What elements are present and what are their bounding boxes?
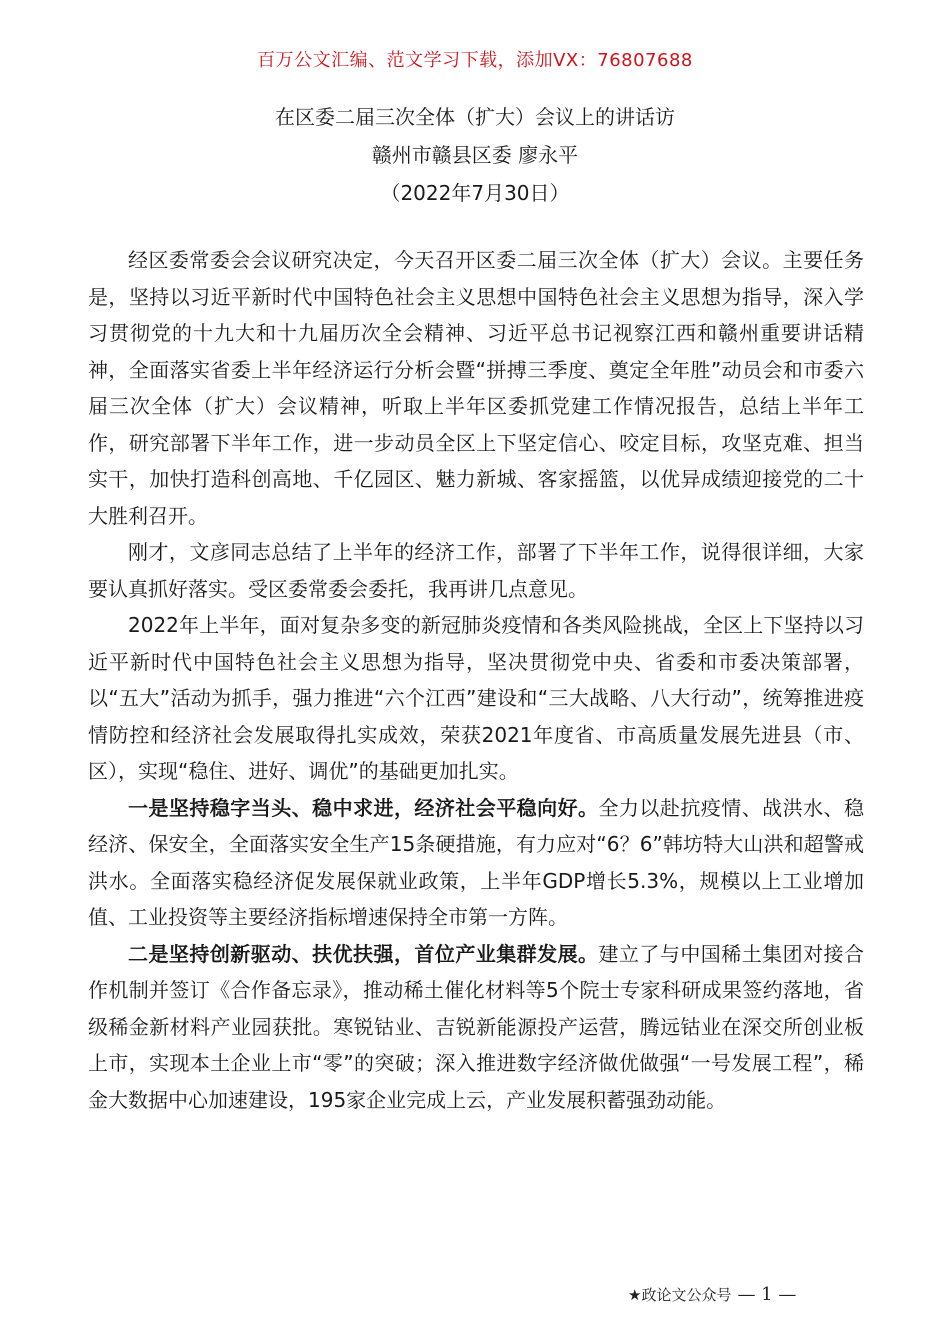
speech-date: （2022年7月30日） (380, 181, 570, 205)
paragraph-intro: 经区委常委会会议研究决定，今天召开区委二届三次全体（扩大）会议。主要任务是，坚持以习近平新时代中国特色社会主义思想中国特色社会主义思想为指导，深入学习贯彻党的十九大和十九届历次全会精神、习近平总书记视察江西和赣州重要讲话精神，全面落实省委上半年经济运行分析会暨“拼搏三季度、奠定全年胜”动员会和市委六届三次全体（扩大）会议精神，听取上半年区委抓党建工作情况报告，总结上半年工作，研究部署下半年工作，进一步动员全区上下坚定信心、咬定目标，攻坚克难、担当实干，加快打造科创高地、千亿园区、魅力新城、客家摇篮，以优异成绩迎接党的二十大胜利召开。 (88, 248, 864, 528)
paragraph-point-one (88, 790, 864, 936)
footer-source: ★政论文公众号 (628, 1286, 732, 1304)
page-footer (628, 1284, 796, 1305)
paragraph-remarks: 刚才，文彦同志总结了上半年的经济工作，部署了下半年工作，说得很详细，大家要认真抓好落实。受区委常委会委托，我再讲几点意见。 (88, 540, 864, 601)
page-number: — 1 — (737, 1284, 797, 1305)
point-two-text: 建立了与中国稀土集团对接合作机制并签订《合作备忘录》，推动稀土催化材料等5个院士专家科研成果签约落地，省级稀金新材料产业园获批。寒锐钴业、吉锐新能源投产运营，腾远钴业在深交所创业板上市，实现本土企业上市“零”的突破；深入推进数字经济做优做强“一号发展工程”，稀金大数据中心加速建设，195家企业完成上云，产业发展积蓄强劲动能。 (88, 941, 865, 1112)
paragraph-review: 2022年上半年，面对复杂多变的新冠肺炎疫情和各类风险挑战，全区上下坚持以习近平新时代中国特色社会主义思想为指导，坚决贯彻党中央、省委和市委决策部署，以“五大”活动为抓手，强力推进“六个江西”建设和“三大战略、八大行动”，统筹推进疫情防控和经济社会发展取得扎实成效，荣获2021年度省、市高质量发展先进县（市、区），实现“稳住、进好、调优”的基础更加扎实。 (88, 613, 864, 783)
title-block (0, 98, 950, 212)
paragraph-point-two (88, 936, 864, 1119)
point-one-heading: 一是坚持稳字当头、稳中求进，经济社会平稳向好。 (128, 795, 599, 820)
speech-title: 在区委二届三次全体（扩大）会议上的讲话访 (275, 105, 675, 129)
speaker-line: 赣州市赣县区委 廖永平 (371, 143, 579, 167)
point-one-text: 全力以赴抗疫情、战洪水、稳经济、保安全，全面落实安全生产15条硬措施，有力应对“6？6”韩坊特大山洪和超警戒洪水。全面落实稳经济促发展保就业政策，上半年GDP增长5.3%，规模以上工业增加值、工业投资等主要经济指标增速保持全市第一方阵。 (88, 795, 865, 929)
point-two-heading: 二是坚持创新驱动、扶优扶强，首位产业集群发展。 (128, 941, 599, 966)
download-banner: 百万公文汇编、范文学习下载，添加VX：76807688 (257, 50, 693, 71)
speech-body (88, 242, 864, 1118)
